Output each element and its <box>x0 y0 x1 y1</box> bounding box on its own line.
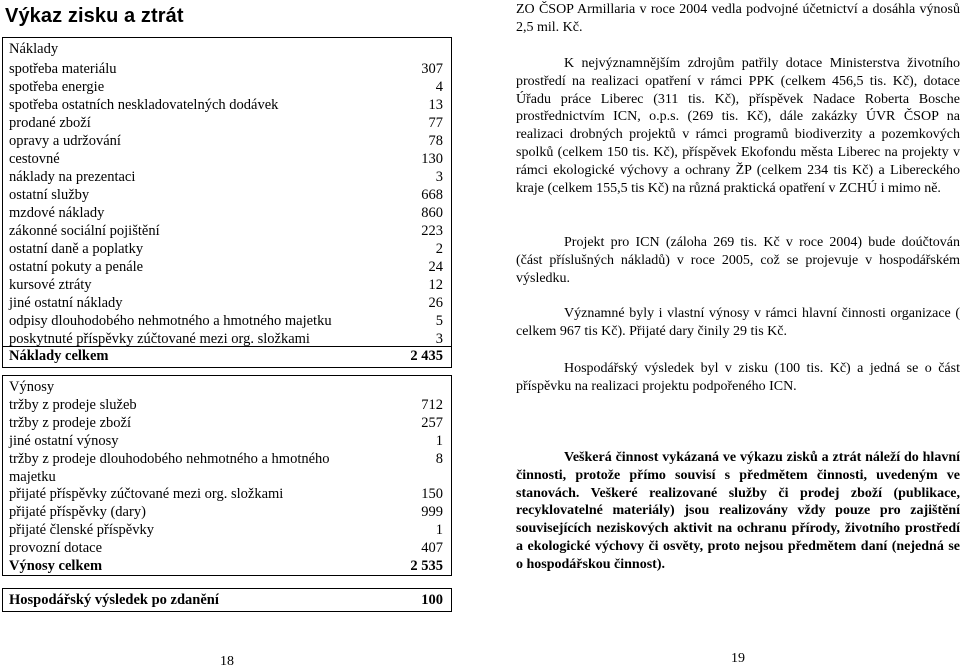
costs-header: Náklady <box>9 41 59 57</box>
paragraph-project: Projekt pro ICN (záloha 269 tis. Kč v roce 2004) bude doúčtován (část příslušných nákladů) v roce 2005, což se projevuje v hospodářském výsledku. <box>516 235 960 286</box>
table-row: spotřeba materiálu 307 <box>9 61 443 77</box>
table-row: náklady na prezentaci 3 <box>9 169 443 185</box>
table-row: jiné ostatní výnosy 1 <box>9 433 443 449</box>
table-row: tržby z prodeje služeb 712 <box>9 397 443 413</box>
table-row: tržby z prodeje dlouhodobého nehmotného a hmotného majetku 8 <box>9 451 443 485</box>
table-row: kursové ztráty 12 <box>9 277 443 293</box>
costs-table <box>2 37 452 368</box>
table-row: ostatní služby 668 <box>9 187 443 203</box>
page-number-left: 18 <box>220 654 234 669</box>
table-row: odpisy dlouhodobého nehmotného a hmotného majetku 5 <box>9 313 443 329</box>
table-row: přijaté členské příspěvky 1 <box>9 522 443 538</box>
page-title: Výkaz zisku a ztrát <box>5 5 184 27</box>
costs-total-row: Náklady celkem 2 435 <box>9 348 443 364</box>
divider <box>3 346 451 347</box>
table-row: přijaté příspěvky (dary) 999 <box>9 504 443 520</box>
revenues-total-row: Výnosy celkem 2 535 <box>9 558 443 574</box>
paragraph-own-revenues: Významné byly i vlastní výnosy v rámci hlavní činnosti organizace ( celkem 967 tis Kč). Přijaté dary činily 29 tis Kč. <box>516 306 960 339</box>
result-box <box>2 588 452 612</box>
paragraph-intro: ZO ČSOP Armillaria v roce 2004 vedla podvojné účetnictví a dosáhla výnosů 2,5 mil. Kč. <box>516 2 960 35</box>
table-row: ostatní pokuty a penále 24 <box>9 259 443 275</box>
table-row: provozní dotace 407 <box>9 540 443 556</box>
paragraph-result: Hospodářský výsledek byl v zisku (100 tis. Kč) a jedná se o část příspěvku na realizaci projektu podpořeného ICN. <box>516 361 960 394</box>
table-row: poskytnuté příspěvky zúčtované mezi org. složkami 3 <box>9 331 443 347</box>
table-row: jiné ostatní náklady 26 <box>9 295 443 311</box>
table-row: cestovné 130 <box>9 151 443 167</box>
table-row: zákonné sociální pojištění 223 <box>9 223 443 239</box>
right-page <box>516 0 960 667</box>
paragraph-activity: Veškerá činnost vykázaná ve výkazu zisků a ztrát náleží do hlavní činnosti, protože přímo souvisí s předmětem činnosti, uvedeným ve stanovách. Veškeré realizované služby či prodej zboží (publikace, recyklovatelné materiály) jsou realizovány vždy pouze pro zajištění souvisejících neziskových aktivit na ochranu přírody, životního prostředí a ekologické výchovy či osvěty, proto nejsou předmětem daní (nejedná se o hospodářskou činnost). <box>516 450 960 572</box>
table-row: tržby z prodeje zboží 257 <box>9 415 443 431</box>
table-row: spotřeba energie 4 <box>9 79 443 95</box>
table-row: přijaté příspěvky zúčtované mezi org. složkami 150 <box>9 486 443 502</box>
page-number-right: 19 <box>731 651 745 666</box>
revenues-table <box>2 375 452 576</box>
table-row: ostatní daně a poplatky 2 <box>9 241 443 257</box>
table-row: opravy a udržování 78 <box>9 133 443 149</box>
table-row: mzdové náklady 860 <box>9 205 443 221</box>
paragraph-sources: K nejvýznamnějším zdrojům patřily dotace Ministerstva životního prostředí na realizaci opatření v rámci PPK (celkem 456,5 tis. Kč), dotace Úřadu práce Liberec (311 tis. Kč), příspěvek Nadace Roberta Bosche prostřednictvím ICN, o.p.s. (269 tis. Kč), dále zakázky ÚVR ČSOP na realizaci drobných projektů v rámci programů biodiverzity a pozemkových spolků (celkem 150 tis. Kč), příspěvek Ekofondu města Liberec na projekty v rámci ekologické výchovy a ochrany ŽP (celkem 234 tis Kč) a Libereckého kraje (celkem 155,5 tis Kč) na různá praktická opatření v ZCHÚ i mimo ně. <box>516 56 960 196</box>
table-row: spotřeba ostatních neskladovatelných dodávek 13 <box>9 97 443 113</box>
left-page <box>0 0 460 667</box>
result-row: Hospodářský výsledek po zdanění 100 <box>9 592 443 608</box>
revenues-header: Výnosy <box>9 379 55 395</box>
table-row: prodané zboží 77 <box>9 115 443 131</box>
